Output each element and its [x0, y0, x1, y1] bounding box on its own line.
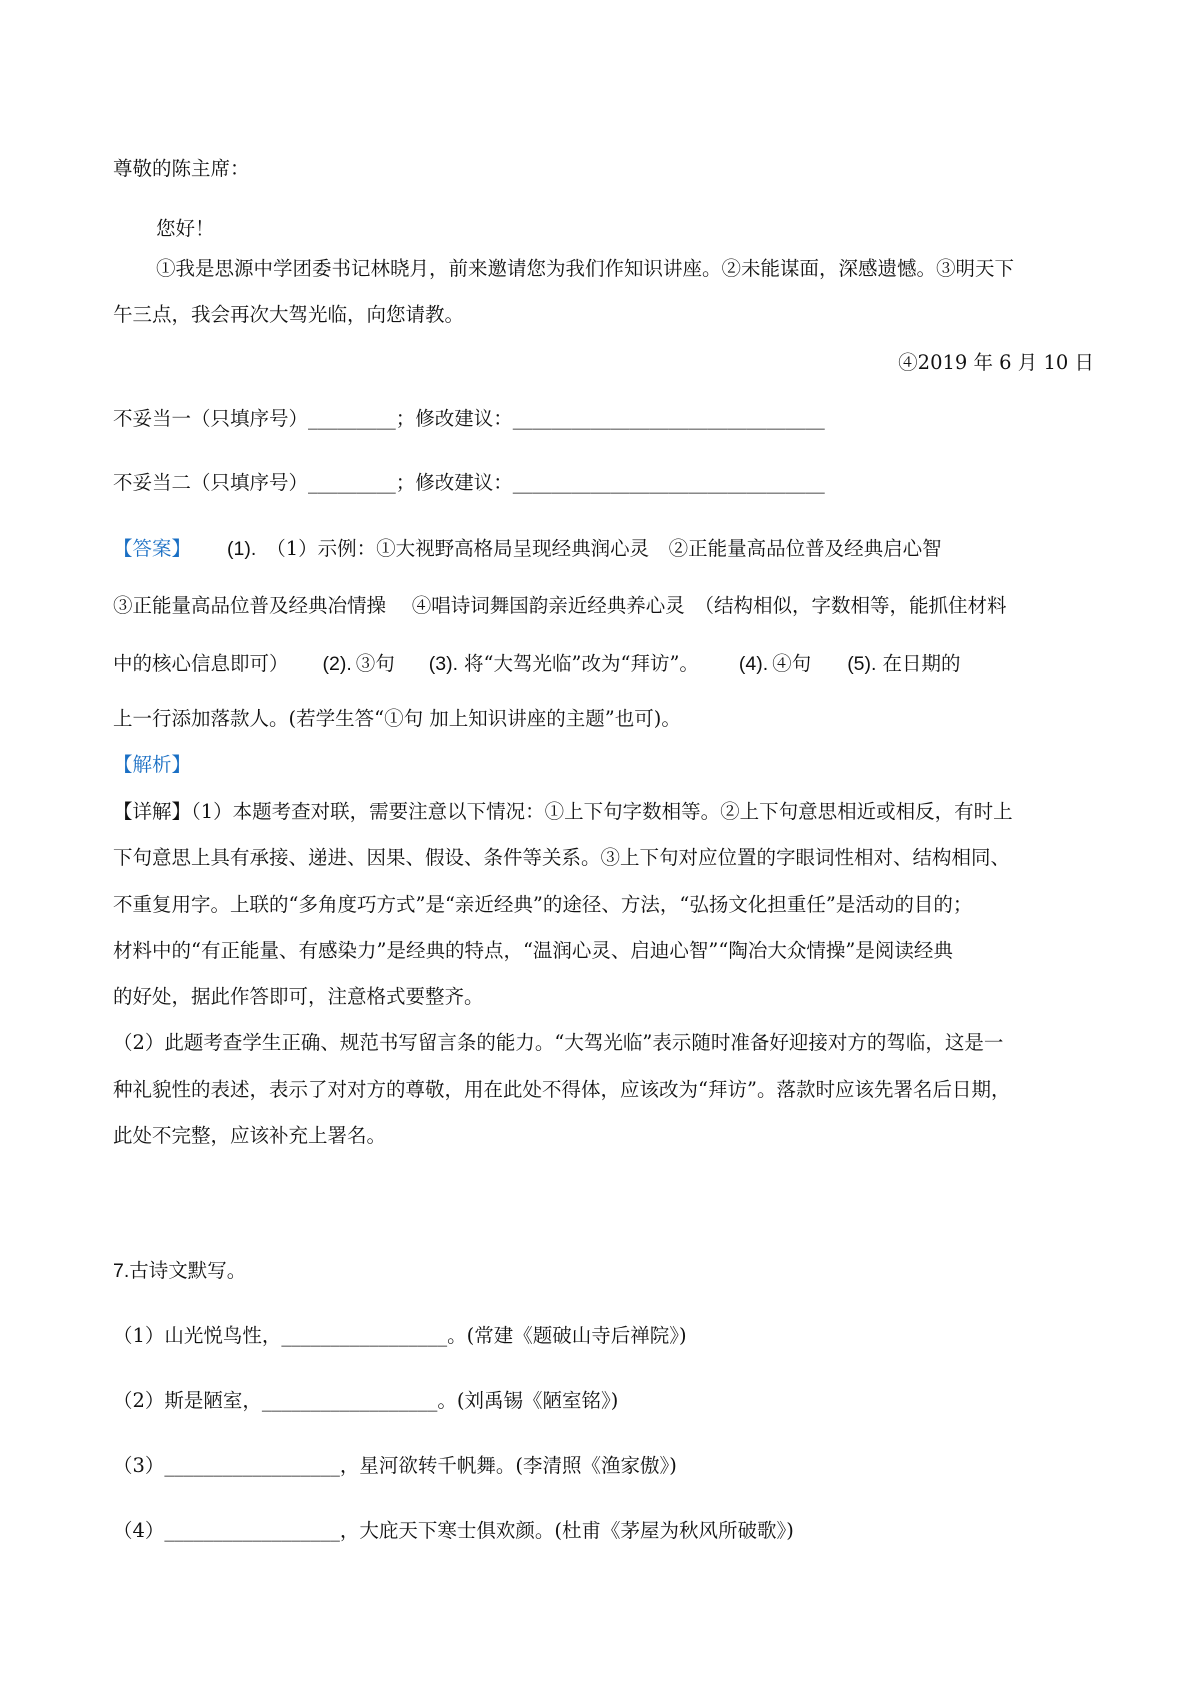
question-7-title: [113, 1258, 246, 1284]
answer-line-2: ③正能量高品位普及经典冶情操 ④唱诗词舞国韵亲近经典养心灵 （结构相似，字数相等，能抓住材料: [113, 594, 1007, 617]
analysis-tag: 【解析】: [113, 753, 192, 776]
letter-body-line-1: ①我是思源中学团委书记林晓月，前来邀请您为我们作知识讲座。②未能谋面，深感遗憾。③明天下: [156, 257, 1015, 280]
detail-tag: 【详解】: [113, 800, 192, 823]
answer-part-3-label: (3).: [428, 653, 459, 675]
question-7-title-text: 古诗文默写。: [129, 1259, 247, 1282]
analysis-line-1: [113, 799, 1013, 825]
answer-part-1-label: (1).: [227, 538, 257, 560]
analysis-line-4: 材料中的“有正能量、有感染力”是经典的特点，“温润心灵、启迪心智”“陶冶大众情操”是阅读经典: [113, 939, 953, 962]
answer-part-5-label: (5).: [847, 653, 877, 675]
answer-part-3-text: 将“大驾光临”改为“拜访”。: [464, 652, 699, 675]
answer-part-2-label: (2).: [322, 653, 352, 675]
analysis-line-8: 此处不完整，应该补充上署名。: [113, 1124, 387, 1147]
blank-line-2: 不妥当二（只填序号）_________；修改建议：________________________________: [113, 471, 825, 494]
answer-line-4: 上一行添加落款人。(若学生答“①句 加上知识讲座的主题”也可)。: [113, 707, 681, 730]
letter-body-line-2: 午三点，我会再次大驾光临，向您请教。: [113, 303, 465, 326]
blank-line-1: 不妥当一（只填序号）_________；修改建议：________________________________: [113, 407, 825, 430]
question-7-item-2: （2）斯是陋室，__________________。(刘禹锡《陋室铭》): [113, 1389, 619, 1412]
question-7-item-3: （3）__________________，星河欲转千帆舞。(李清照《渔家傲》): [113, 1454, 677, 1477]
question-7-item-4: （4）__________________，大庇天下寒士俱欢颜。(杜甫《茅屋为秋风所破歌》): [113, 1519, 794, 1542]
answer-part-5-text: 在日期的: [882, 652, 961, 675]
answer-part-4-text: ④句: [772, 652, 812, 675]
analysis-line-6: （2）此题考查学生正确、规范书写留言条的能力。“大驾光临”表示随时准备好迎接对方的驾临，这是一: [113, 1031, 1004, 1054]
analysis-line-5: 的好处，据此作答即可，注意格式要整齐。: [113, 985, 484, 1008]
analysis-line-1-text: （1）本题考查对联，需要注意以下情况：①上下句字数相等。②上下句意思相近或相反，有时上: [191, 800, 1013, 823]
answer-line-1: [113, 536, 942, 562]
answer-line-3: [113, 651, 960, 677]
analysis-line-2: 下句意思上具有承接、递进、因果、假设、条件等关系。③上下句对应位置的字眼词性相对、结构相同、: [113, 846, 1011, 869]
analysis-line-3: 不重复用字。上联的“多角度巧方式”是“亲近经典”的途径、方法，“弘扬文化担重任”是活动的目的；: [113, 893, 973, 916]
analysis-line-7: 种礼貌性的表述，表示了对对方的尊敬，用在此处不得体，应该改为“拜访”。落款时应该先署名后日期，: [113, 1078, 1011, 1101]
letter-date: ④2019 年 6 月 10 日: [898, 351, 1094, 374]
answer-line-1-text: （1）示例：①大视野高格局呈现经典润心灵 ②正能量高品位普及经典启心智: [266, 537, 942, 560]
answer-line-3-a: 中的核心信息即可）: [113, 652, 289, 675]
question-7-item-1: （1）山光悦鸟性，_________________。(常建《题破山寺后禅院》): [113, 1324, 687, 1347]
answer-part-2-text: ③句: [355, 652, 395, 675]
answer-tag: 【答案】: [113, 537, 192, 560]
letter-greeting: 您好！: [156, 217, 215, 240]
answer-part-4-label: (4).: [738, 653, 769, 675]
question-7-number: 7.: [113, 1260, 130, 1282]
letter-salutation: 尊敬的陈主席：: [113, 157, 250, 180]
